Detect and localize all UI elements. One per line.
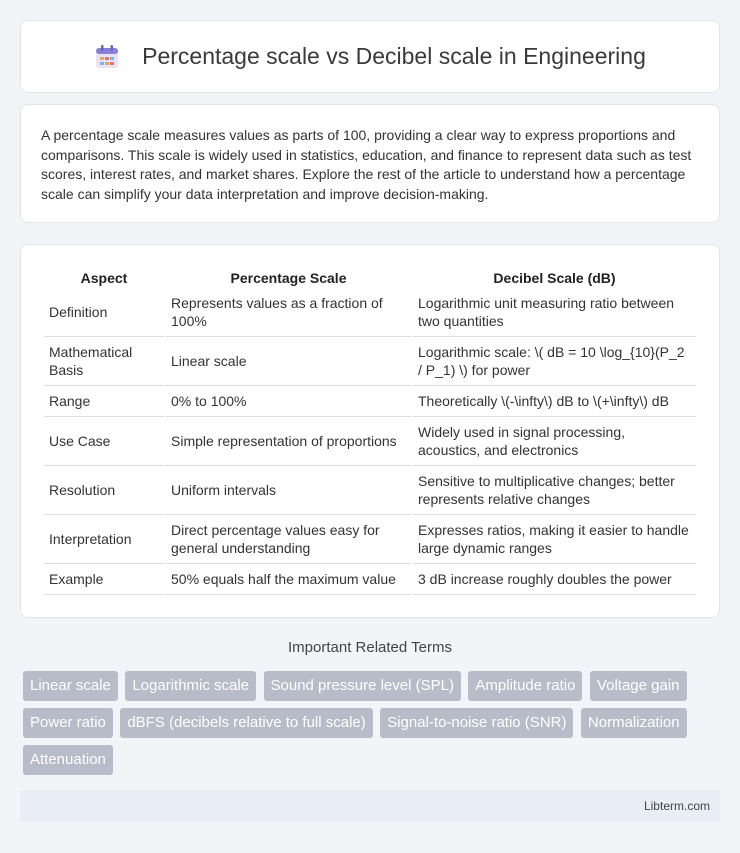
title-card xyxy=(20,20,720,93)
calendar-icon xyxy=(94,44,120,70)
tag-voltage-gain[interactable]: Voltage gain xyxy=(590,671,687,701)
footer-brand-link[interactable]: Libterm.com xyxy=(643,799,710,813)
table-cell: Widely used in signal processing, acoustics, and electronics xyxy=(413,417,696,466)
tag-normalization[interactable]: Normalization xyxy=(581,708,687,738)
table-cell: Resolution xyxy=(44,466,164,515)
page-title: Percentage scale vs Decibel scale in Engineering xyxy=(142,43,646,69)
tag-snr[interactable]: Signal-to-noise ratio (SNR) xyxy=(380,708,573,738)
table-row xyxy=(44,466,696,515)
table-cell: Definition xyxy=(44,288,164,337)
table-cell: Example xyxy=(44,564,164,595)
table-cell: 50% equals half the maximum value xyxy=(166,564,411,595)
intro-card xyxy=(20,104,720,223)
table-cell: Uniform intervals xyxy=(166,466,411,515)
tag-attenuation[interactable]: Attenuation xyxy=(23,745,113,775)
table-cell: 0% to 100% xyxy=(166,386,411,417)
table-cell: Interpretation xyxy=(44,515,164,564)
table-row xyxy=(44,337,696,386)
column-header: Decibel Scale (dB) xyxy=(493,269,616,286)
table-cell: Simple representation of proportions xyxy=(166,417,411,466)
table-cell: Sensitive to multiplicative changes; better represents relative changes xyxy=(413,466,696,515)
table-row xyxy=(44,386,696,417)
table-header-row xyxy=(44,265,696,288)
related-terms-list xyxy=(23,671,723,782)
tag-power-ratio[interactable]: Power ratio xyxy=(23,708,113,738)
table-cell: Represents values as a fraction of 100% xyxy=(166,288,411,337)
table-cell: Direct percentage values easy for general understanding xyxy=(166,515,411,564)
table-row xyxy=(44,417,696,466)
table-row xyxy=(44,564,696,595)
footer xyxy=(20,790,720,822)
comparison-table-card xyxy=(20,244,720,618)
table-cell: Theoretically \(-\infty\) dB to \(+\infty\) dB xyxy=(413,386,696,417)
column-header: Percentage Scale xyxy=(230,269,347,286)
tag-dbfs[interactable]: dBFS (decibels relative to full scale) xyxy=(120,708,372,738)
tag-linear-scale[interactable]: Linear scale xyxy=(23,671,118,701)
column-header: Aspect xyxy=(80,269,128,286)
table-cell: 3 dB increase roughly doubles the power xyxy=(413,564,696,595)
table-cell: Use Case xyxy=(44,417,164,466)
table-cell: Linear scale xyxy=(166,337,411,386)
table-row xyxy=(44,515,696,564)
comparison-table xyxy=(42,265,698,595)
table-cell: Mathematical Basis xyxy=(44,337,164,386)
tag-sound-pressure-level[interactable]: Sound pressure level (SPL) xyxy=(264,671,461,701)
table-row xyxy=(44,288,696,337)
intro-paragraph: A percentage scale measures values as parts of 100, providing a clear way to express proportions and comparisons. This scale is widely used in statistics, education, and finance to represent data such as test scores, interest rates, and market shares. Explore the rest of the article to understand how a percentage scale can simplify your data interpretation and improve decision-making. xyxy=(41,127,692,202)
table-cell: Logarithmic scale: \( dB = 10 \log_{10}(P_2 / P_1) \) for power xyxy=(413,337,696,386)
table-cell: Logarithmic unit measuring ratio between two quantities xyxy=(413,288,696,337)
tag-logarithmic-scale[interactable]: Logarithmic scale xyxy=(125,671,256,701)
tag-amplitude-ratio[interactable]: Amplitude ratio xyxy=(468,671,582,701)
table-cell: Expresses ratios, making it easier to handle large dynamic ranges xyxy=(413,515,696,564)
related-terms-title: Important Related Terms xyxy=(288,639,452,656)
table-cell: Range xyxy=(44,386,164,417)
